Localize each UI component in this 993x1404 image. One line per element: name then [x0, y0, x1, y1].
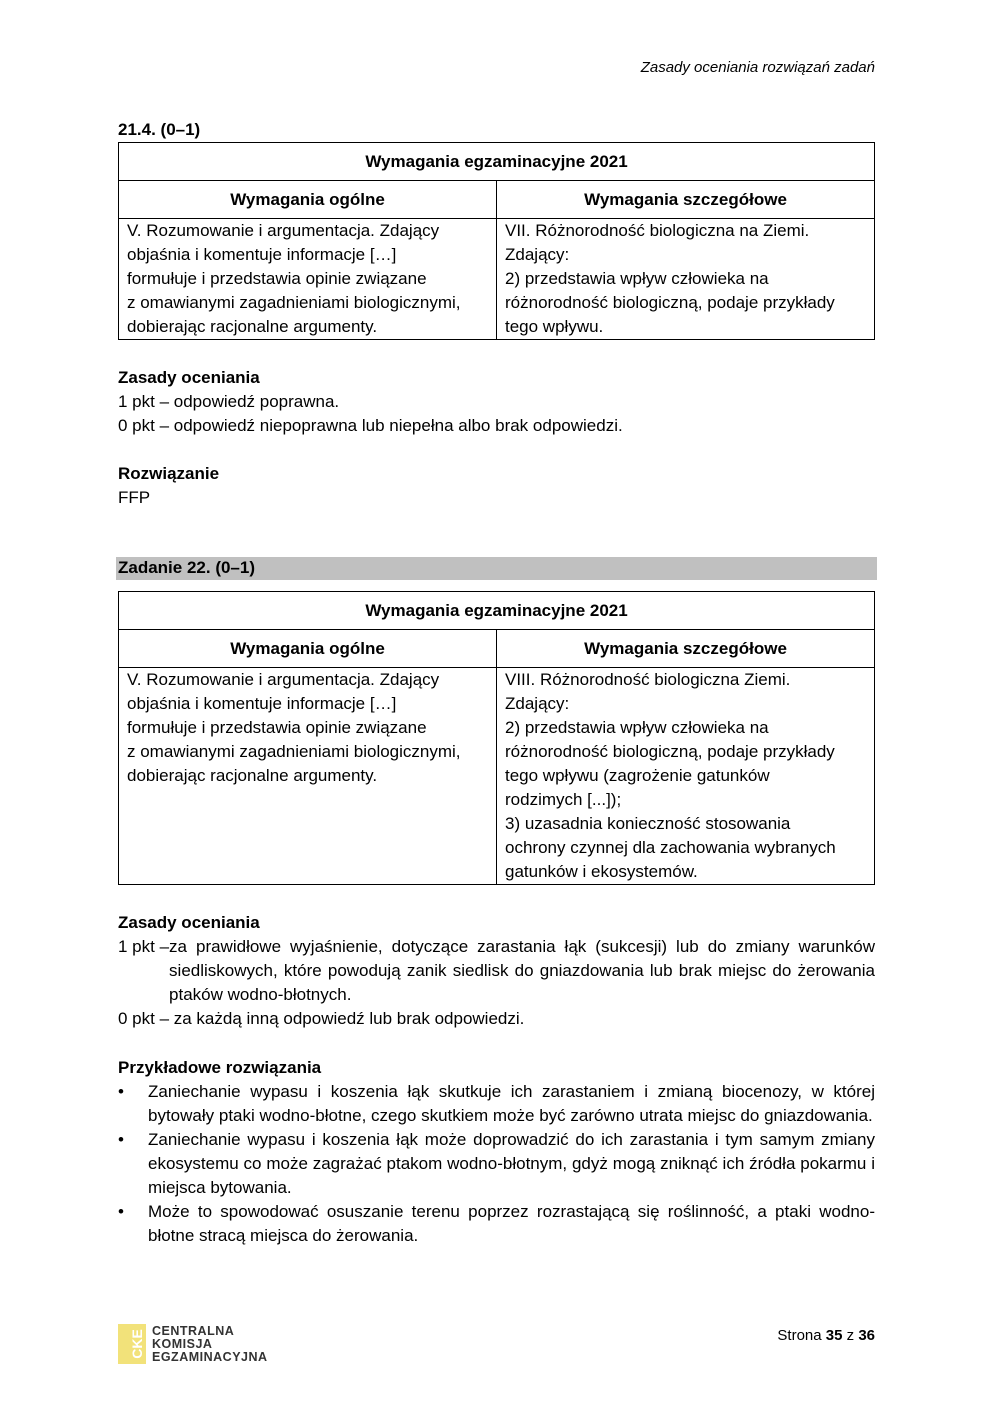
scoring-rules-21-4 [118, 366, 875, 438]
list-item [118, 1080, 875, 1128]
requirements-table-21-4 [118, 142, 875, 340]
bullet-icon: • [118, 1202, 124, 1221]
scoring-rules-22 [118, 911, 875, 1031]
logo-line: CENTRALNA [152, 1323, 235, 1338]
cell-line: formułuje i przedstawia opinie związane [127, 718, 427, 737]
table-caption: Wymagania egzaminacyjne 2021 [119, 143, 875, 181]
logo-line: KOMISJA [152, 1336, 213, 1351]
rule-points: 1 pkt – [118, 937, 170, 956]
rule-line: 0 pkt – odpowiedź niepoprawna lub niepełna albo brak odpowiedzi. [118, 416, 623, 435]
section-heading: Zasady oceniania [118, 368, 260, 387]
cell-line: VIII. Różnorodność biologiczna Ziemi. [505, 670, 791, 689]
section-heading: Zasady oceniania [118, 913, 260, 932]
page-separator: z [842, 1327, 859, 1344]
requirements-table-22 [118, 591, 875, 885]
general-requirements-cell [119, 668, 497, 885]
cell-line: V. Rozumowanie i argumentacja. Zdający [127, 221, 440, 240]
cke-logo-text [152, 1325, 268, 1364]
cell-line: różnorodność biologiczną, podaje przykłady [505, 293, 835, 312]
cell-line: Zdający: [505, 245, 570, 264]
cell-line: V. Rozumowanie i argumentacja. Zdający [127, 670, 440, 689]
page-total: 36 [858, 1327, 875, 1344]
example-solutions-22 [118, 1056, 875, 1248]
bullet-icon: • [118, 1082, 124, 1101]
list-item [118, 1200, 875, 1248]
cke-logo-mark-text: CKE [128, 1329, 145, 1359]
cell-line: 2) przedstawia wpływ człowieka na [505, 718, 769, 737]
rule-line: 1 pkt – odpowiedź poprawna. [118, 392, 340, 411]
cell-line: VII. Różnorodność biologiczna na Ziemi. [505, 221, 810, 240]
section-heading: Przykładowe rozwiązania [118, 1058, 322, 1077]
cell-line: z omawianymi zagadnieniami biologicznymi, [127, 293, 461, 312]
cell-line: 2) przedstawia wpływ człowieka na [505, 269, 769, 288]
task-21-4-label: 21.4. (0–1) [118, 120, 201, 139]
cell-line: tego wpływu. [505, 317, 604, 336]
page-number [777, 1324, 875, 1348]
cell-line: 3) uzasadnia konieczność stosowania [505, 814, 791, 833]
cell-line: tego wpływu (zagrożenie gatunków [505, 766, 770, 785]
header-title: Zasady oceniania rozwiązań zadań [640, 59, 875, 76]
solution-text: FFP [118, 488, 151, 507]
section-heading: Rozwiązanie [118, 464, 220, 483]
col-header-general: Wymagania ogólne [119, 630, 497, 668]
bullet-icon: • [118, 1130, 124, 1149]
general-requirements-cell [119, 219, 497, 340]
example-text: Zaniechanie wypasu i koszenia łąk skutkuje ich zarastaniem i zmianą biocenozy, w której bytowały ptaki wodno-błotne, czego skutkiem może być zarówno utrata miejsc do gniazdowania. [148, 1082, 875, 1125]
cell-line: ochrony czynnej dla zachowania wybranych [505, 838, 836, 857]
cell-line: objaśnia i komentuje informacje […] [127, 245, 397, 264]
cell-line: Zdający: [505, 694, 570, 713]
cell-line: rodzimych [...]); [505, 790, 622, 809]
rule-text: za prawidłowe wyjaśnienie, dotyczące zarastania łąk (sukcesji) lub do zmiany warunków siedliskowych, które powodują zanik siedlisk do gniazdowania lub brak miejsc do żerowania ptaków wodno-błotnych. [169, 937, 875, 1004]
cell-line: formułuje i przedstawia opinie związane [127, 269, 427, 288]
logo-line: EGZAMINACYJNA [152, 1349, 268, 1364]
cell-line: dobierając racjonalne argumenty. [127, 766, 378, 785]
cke-logo [118, 1324, 268, 1364]
list-item [118, 1128, 875, 1200]
cell-line: różnorodność biologiczną, podaje przykłady [505, 742, 835, 761]
task-22-label: Zadanie 22. (0–1) [116, 557, 877, 580]
detailed-requirements-cell [497, 668, 875, 885]
page-prefix: Strona [777, 1327, 826, 1344]
cell-line: z omawianymi zagadnieniami biologicznymi, [127, 742, 461, 761]
col-header-detailed: Wymagania szczegółowe [497, 181, 875, 219]
table-caption: Wymagania egzaminacyjne 2021 [119, 592, 875, 630]
cell-line: gatunków i ekosystemów. [505, 862, 698, 881]
col-header-general: Wymagania ogólne [119, 181, 497, 219]
cke-logo-mark [118, 1324, 146, 1364]
example-text: Zaniechanie wypasu i koszenia łąk może doprowadzić do ich zarastania i tym samym zmiany ekosystemu co może zagrażać ptakom wodno-błotnym, gdyż mogą zniknąć ich źródła pokarmu i miejsca bytowania. [148, 1130, 875, 1197]
cell-line: dobierając racjonalne argumenty. [127, 317, 378, 336]
rule-0pt: 0 pkt – za każdą inną odpowiedź lub brak odpowiedzi. [118, 1009, 525, 1028]
solution-21-4 [118, 462, 875, 510]
page-current: 35 [825, 1327, 843, 1344]
col-header-detailed: Wymagania szczegółowe [497, 630, 875, 668]
example-text: Może to spowodować osuszanie terenu poprzez rozrastającą się roślinność, a ptaki wodno-błotne stracą miejsca do żerowania. [148, 1202, 875, 1245]
cell-line: objaśnia i komentuje informacje […] [127, 694, 397, 713]
rule-1pt [118, 935, 875, 1007]
detailed-requirements-cell [497, 219, 875, 340]
